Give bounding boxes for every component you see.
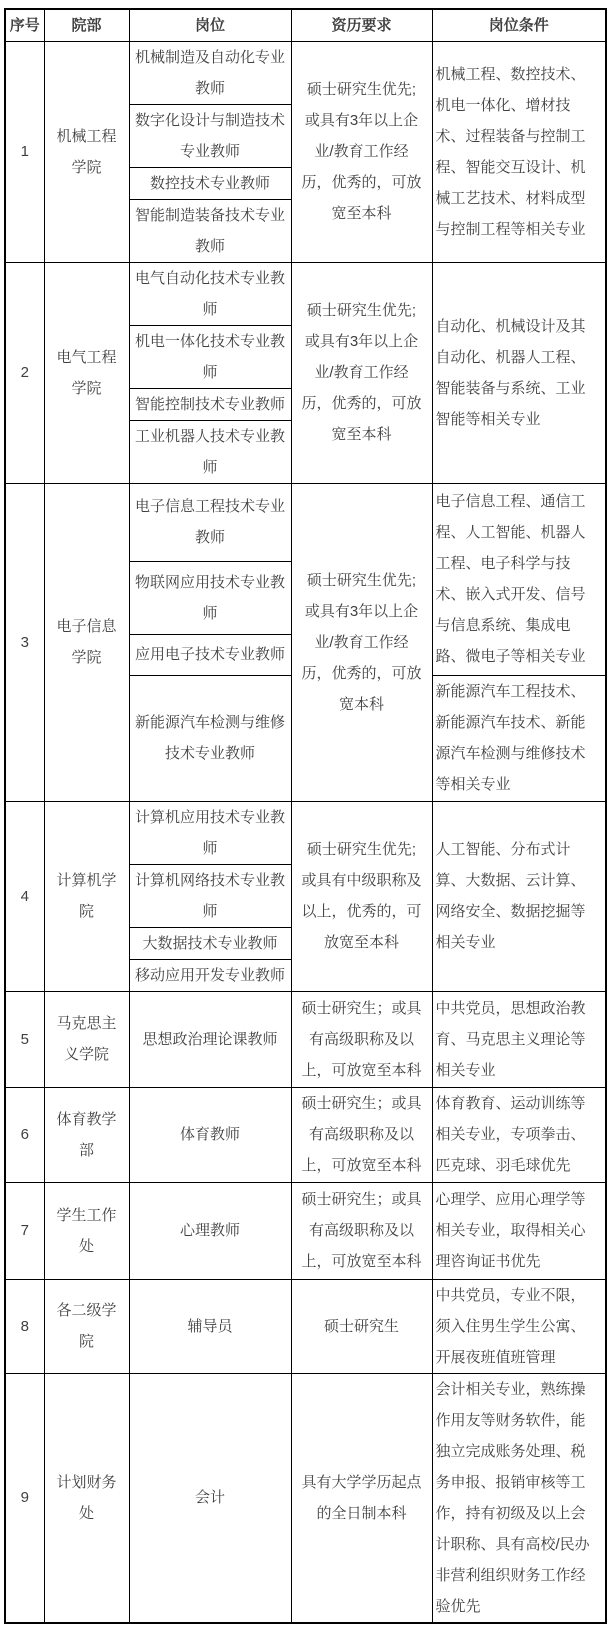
serial-cell: 6: [5, 1087, 44, 1182]
qualification-cell: 硕士研究生优先;或具有3年以上企业/教育工作经历，优秀的，可放宽本科: [291, 483, 432, 801]
header-cell-position: 岗位: [129, 9, 291, 41]
department-cell: 计算机学院: [44, 801, 129, 991]
department-cell: 计划财务处: [44, 1373, 129, 1623]
position-cell: 移动应用开发专业教师: [129, 959, 291, 991]
condition-cell: 体育教育、运动训练等相关专业，专项拳击、匹克球、羽毛球优先: [432, 1087, 606, 1182]
department-cell: 学生工作处: [44, 1182, 129, 1279]
qualification-cell: 硕士研究生；或具有高级职称及以上，可放宽至本科: [291, 1182, 432, 1279]
table-row: [5, 1182, 606, 1279]
department-cell: 电子信息学院: [44, 483, 129, 801]
position-cell: 电子信息工程技术专业教师: [129, 483, 291, 561]
header-cell-qualification: 资历要求: [291, 9, 432, 41]
qualification-cell: 硕士研究生优先;或具有中级职称及以上，优秀的，可放宽至本科: [291, 801, 432, 991]
position-cell: 计算机网络技术专业教师: [129, 864, 291, 927]
header-cell-serial: 序号: [5, 9, 44, 41]
condition-cell: 自动化、机械设计及其自动化、机器人工程、智能装备与系统、工业智能等相关专业: [432, 262, 606, 483]
condition-cell: 中共党员，专业不限，须入住男生学生公寓、开展夜班值班管理: [432, 1279, 606, 1373]
position-cell: 智能控制技术专业教师: [129, 388, 291, 420]
condition-cell: 人工智能、分布式计算、大数据、云计算、网络安全、数据挖掘等相关专业: [432, 801, 606, 991]
department-cell: 电气工程学院: [44, 262, 129, 483]
table-row: [5, 1373, 606, 1623]
table-row: [5, 991, 606, 1087]
department-cell: 马克思主义学院: [44, 991, 129, 1087]
qualification-cell: 具有大学学历起点的全日制本科: [291, 1373, 432, 1623]
condition-cell: 电子信息工程、通信工程、人工智能、机器人工程、电子科学与技术、嵌入式开发、信号与信息系统、集成电路、微电子等相关专业: [432, 483, 606, 675]
position-cell: 工业机器人技术专业教师: [129, 420, 291, 483]
position-cell: 智能制造装备技术专业教师: [129, 199, 291, 262]
serial-cell: 8: [5, 1279, 44, 1373]
department-cell: 体育教学部: [44, 1087, 129, 1182]
serial-cell: 5: [5, 991, 44, 1087]
position-cell: 机械制造及自动化专业教师: [129, 41, 291, 104]
position-cell: 数控技术专业教师: [129, 167, 291, 199]
table-row: [5, 1279, 606, 1373]
serial-cell: 9: [5, 1373, 44, 1623]
position-cell: 体育教师: [129, 1087, 291, 1182]
table-header-row: [5, 9, 606, 41]
position-cell: 机电一体化技术专业教师: [129, 325, 291, 388]
table-row: [5, 483, 606, 561]
position-cell: 心理教师: [129, 1182, 291, 1279]
condition-cell: 中共党员，思想政治教育、马克思主义理论等相关专业: [432, 991, 606, 1087]
position-cell: 应用电子技术专业教师: [129, 634, 291, 675]
qualification-cell: 硕士研究生优先;或具有3年以上企业/教育工作经历，优秀的，可放宽至本科: [291, 262, 432, 483]
position-cell: 计算机应用技术专业教师: [129, 801, 291, 864]
position-cell: 辅导员: [129, 1279, 291, 1373]
serial-cell: 1: [5, 41, 44, 262]
qualification-cell: 硕士研究生；或具有高级职称及以上，可放宽至本科: [291, 991, 432, 1087]
qualification-cell: 硕士研究生优先;或具有3年以上企业/教育工作经历，优秀的，可放宽至本科: [291, 41, 432, 262]
department-cell: 各二级学院: [44, 1279, 129, 1373]
table-row: [5, 1087, 606, 1182]
position-cell: 电气自动化技术专业教师: [129, 262, 291, 325]
condition-cell: 机械工程、数控技术、机电一体化、增材技术、过程装备与控制工程、智能交互设计、机械工艺技术、材料成型与控制工程等相关专业: [432, 41, 606, 262]
position-cell: 会计: [129, 1373, 291, 1623]
position-cell: 数字化设计与制造技术专业教师: [129, 104, 291, 167]
header-cell-condition: 岗位条件: [432, 9, 606, 41]
header-cell-department: 院部: [44, 9, 129, 41]
table-row: [5, 262, 606, 325]
qualification-cell: 硕士研究生: [291, 1279, 432, 1373]
recruitment-table: [4, 8, 607, 1624]
position-cell: 新能源汽车检测与维修技术专业教师: [129, 675, 291, 801]
position-cell: 物联网应用技术专业教师: [129, 561, 291, 634]
serial-cell: 3: [5, 483, 44, 801]
table-row: [5, 41, 606, 104]
serial-cell: 7: [5, 1182, 44, 1279]
condition-cell: 心理学、应用心理学等相关专业，取得相关心理咨询证书优先: [432, 1182, 606, 1279]
position-cell: 思想政治理论课教师: [129, 991, 291, 1087]
serial-cell: 4: [5, 801, 44, 991]
qualification-cell: 硕士研究生；或具有高级职称及以上，可放宽至本科: [291, 1087, 432, 1182]
serial-cell: 2: [5, 262, 44, 483]
department-cell: 机械工程学院: [44, 41, 129, 262]
condition-cell: 会计相关专业，熟练操作用友等财务软件，能独立完成账务处理、税务申报、报销审核等工作，持有初级及以上会计职称、具有高校/民办非营利组织财务工作经验优先: [432, 1373, 606, 1623]
condition-cell: 新能源汽车工程技术、新能源汽车技术、新能源汽车检测与维修技术等相关专业: [432, 675, 606, 801]
position-cell: 大数据技术专业教师: [129, 927, 291, 959]
table-row: [5, 801, 606, 864]
